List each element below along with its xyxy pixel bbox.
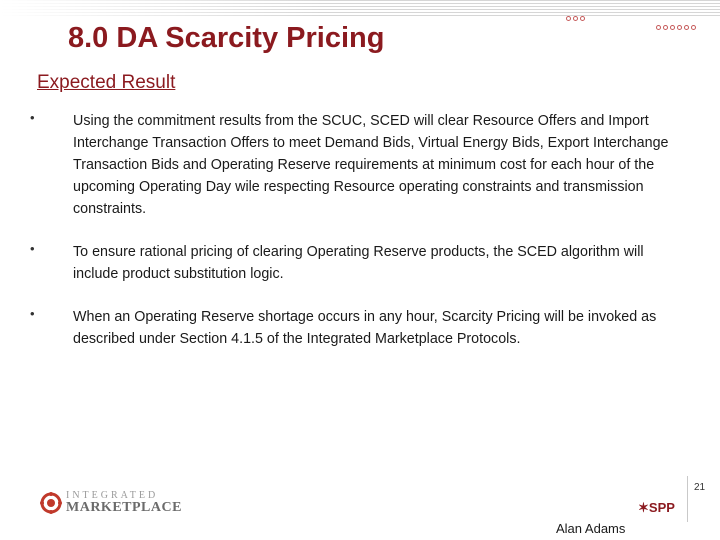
- bullet-item: [30, 306, 690, 350]
- presenter-name: Alan Adams: [556, 521, 626, 536]
- decorative-dots: [566, 16, 585, 21]
- spp-logo: [638, 500, 675, 516]
- bullet-list: [30, 110, 690, 371]
- footer-divider: [687, 476, 688, 522]
- slide-title: 8.0 DA Scarcity Pricing: [68, 22, 385, 54]
- page-number: 21: [694, 482, 706, 493]
- bullet-text: To ensure rational pricing of clearing Operating Reserve products, the SCED algorithm will include product substitution logic.: [73, 244, 644, 282]
- spp-logo-text: SPP: [648, 500, 675, 515]
- bullet-text: Using the commitment results from the SCUC, SCED will clear Resource Offers and Import Interchange Transaction Offers to meet Demand Bids, Virtual Energy Bids, Export Interchange Transaction Bids and Operating Reserve requirements at minimum cost for each hour of the upcoming Operating Day wile respecting Resource operating constraints and transmission constraints.: [73, 113, 669, 217]
- bullet-item: [30, 110, 690, 220]
- bullet-marker: •: [30, 241, 35, 256]
- bullet-item: [30, 241, 690, 285]
- bullet-text: When an Operating Reserve shortage occurs in any hour, Scarcity Pricing will be invoked as described under Section 4.1.5 of the Integrated Marketplace Protocols.: [73, 309, 657, 347]
- slide-subtitle: Expected Result: [37, 72, 176, 93]
- marketplace-logo-icon: [40, 492, 62, 514]
- spp-logo-icon: ✶: [638, 500, 649, 515]
- decorative-dots: [656, 25, 696, 30]
- bullet-marker: •: [30, 306, 35, 321]
- integrated-marketplace-logo: [40, 491, 182, 515]
- bullet-marker: •: [30, 110, 35, 125]
- header-stripes: [0, 0, 720, 18]
- logo-text-bottom: MARKETPLACE: [66, 500, 182, 515]
- logo-text-top: INTEGRATED: [66, 490, 159, 501]
